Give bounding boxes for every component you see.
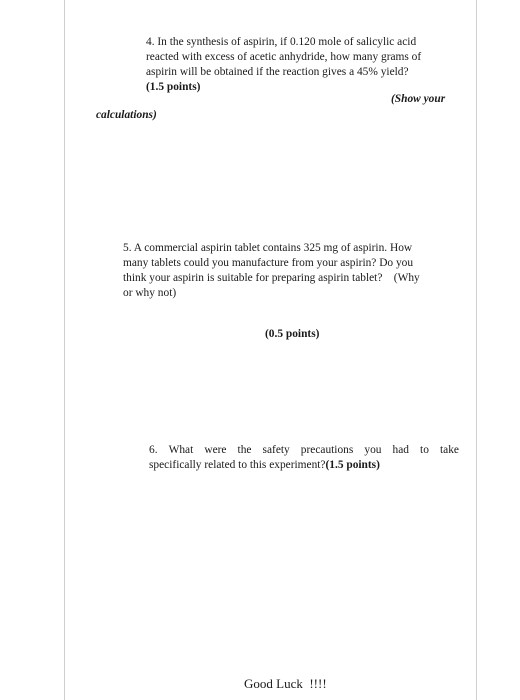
question-5-points: (0.5 points) [265, 328, 320, 340]
question-4-line: 4. In the synthesis of aspirin, if 0.120 mole of salicylic acid [146, 36, 417, 48]
question-6-word: were [204, 444, 227, 456]
question-6-word: the [237, 444, 252, 456]
question-6 [149, 443, 459, 473]
closing-message: Good Luck !!!! [244, 676, 327, 691]
question-4 [146, 35, 466, 95]
question-6-word: you [364, 444, 382, 456]
question-4-line: aspirin will be obtained if the reaction gives a 45% yield? [146, 66, 409, 78]
question-6-word: What [168, 444, 194, 456]
question-6-text: specifically related to this experiment? [149, 459, 326, 471]
question-4-points: (1.5 points) [146, 81, 201, 93]
question-6-word: 6. [149, 444, 158, 456]
question-5-line: or why not) [123, 287, 177, 299]
question-4-line: reacted with excess of acetic anhydride, how many grams of [146, 51, 422, 63]
question-6-line-2 [149, 458, 459, 473]
question-6-word: precautions [300, 444, 354, 456]
page-left-edge [64, 0, 65, 700]
page-right-edge [476, 0, 477, 700]
question-6-word: safety [262, 444, 290, 456]
show-work-instruction: (Show your [391, 93, 446, 105]
question-6-word: to [420, 444, 429, 456]
question-6-line-1 [149, 443, 459, 458]
question-6-word: had [392, 444, 409, 456]
question-6-points: (1.5 points) [325, 459, 380, 471]
question-6-word: take [439, 444, 459, 456]
question-5-line: think your aspirin is suitable for preparing aspirin tablet? (Why [123, 272, 420, 284]
question-5-line: 5. A commercial aspirin tablet contains 325 mg of aspirin. How [123, 242, 413, 254]
question-5 [123, 241, 463, 301]
question-5-line: many tablets could you manufacture from your aspirin? Do you [123, 257, 414, 269]
show-work-instruction-continued: calculations) [96, 109, 157, 121]
